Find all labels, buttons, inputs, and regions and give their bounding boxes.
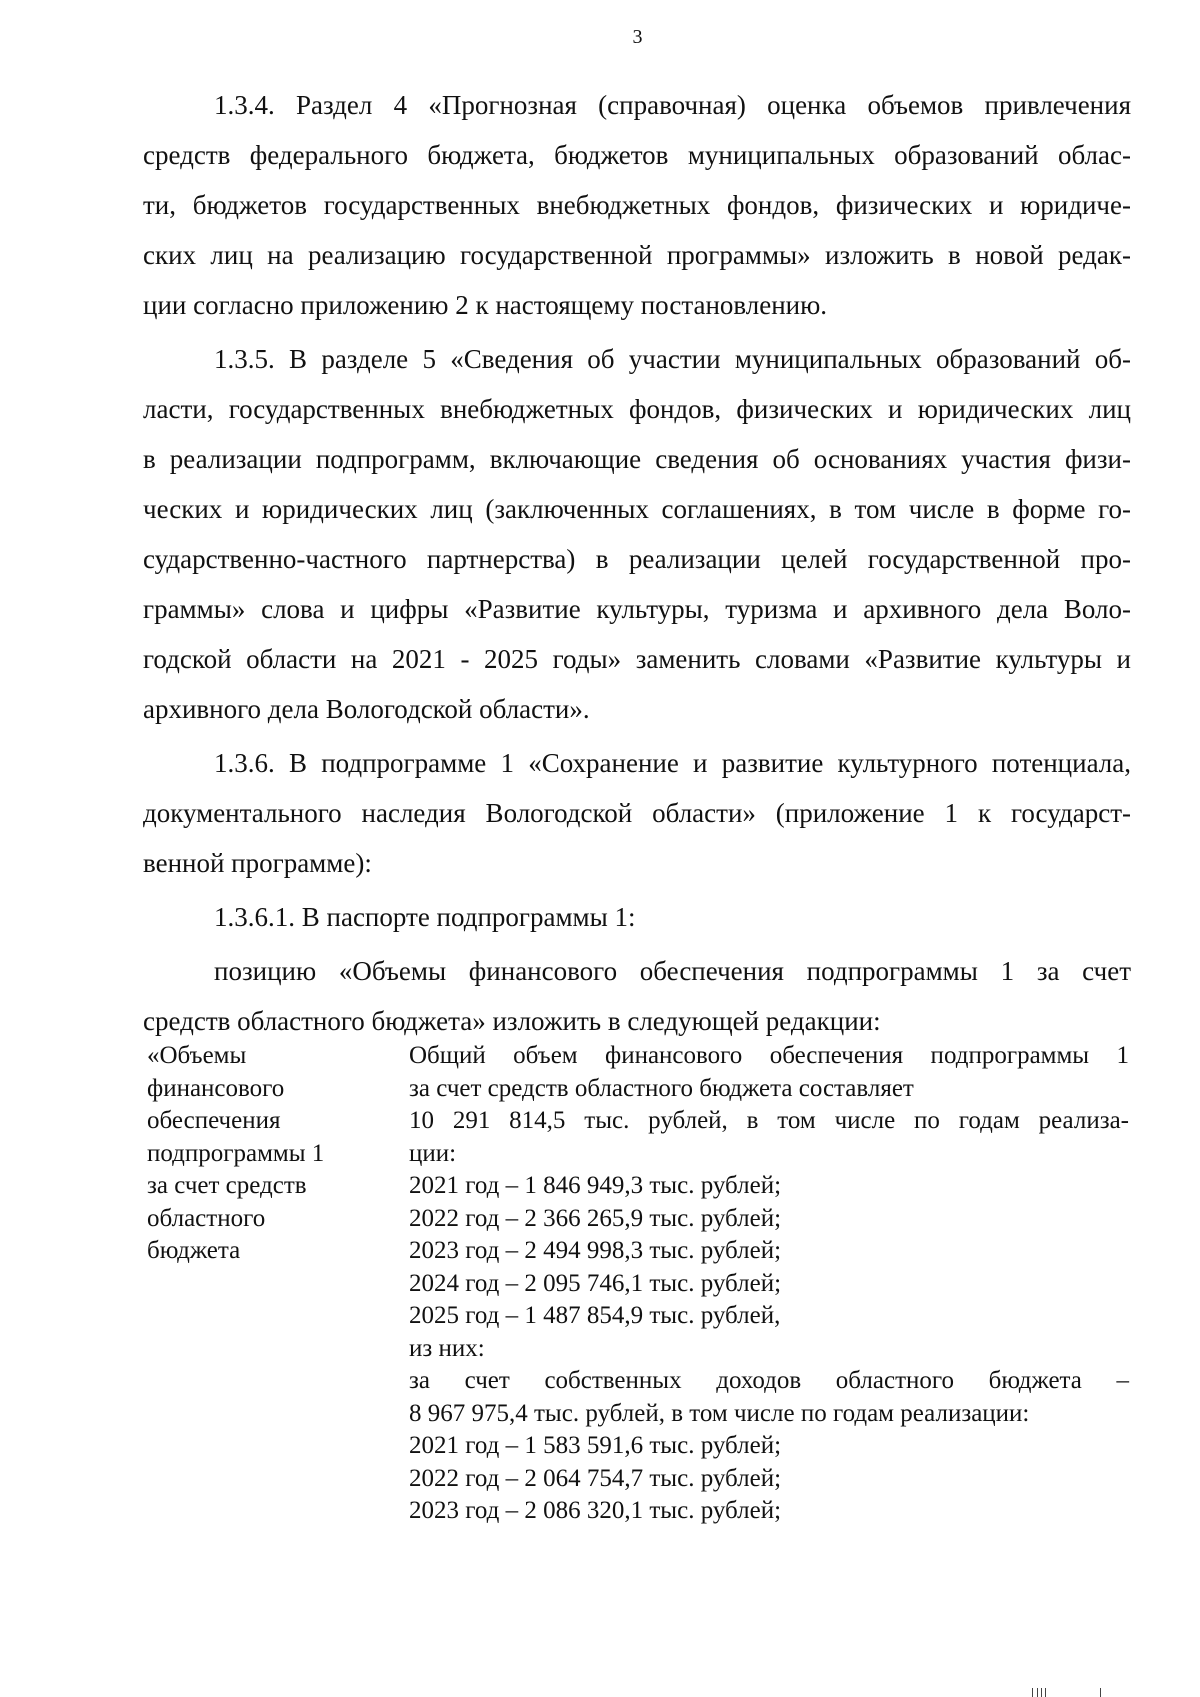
passport-position-label — [147, 1040, 387, 1268]
label-line: «Объемы — [147, 1042, 247, 1069]
label-line: финансового — [147, 1074, 285, 1102]
value-line: 2023 год – 2 086 320,1 тыс. рублей; — [409, 1497, 782, 1524]
paragraph-1-3-6-1 — [143, 892, 1131, 942]
text-line: средств федерального бюджета, бюджетов муниципальных образований облас- — [143, 140, 1131, 170]
page-number: 3 — [632, 26, 643, 48]
value-line: ции: — [409, 1139, 457, 1167]
paragraph-1-3-6 — [143, 738, 1131, 888]
value-line: из них: — [409, 1334, 485, 1362]
text-line: граммы» слова и цифры «Развитие культуры, туризма и архивного дела Воло- — [143, 594, 1131, 624]
paragraph-position — [143, 946, 1131, 1046]
text-line: ческих и юридических лиц (заключенных соглашениях, в том числе в форме го- — [143, 494, 1131, 524]
paragraph-1-3-5 — [143, 334, 1131, 734]
text-line: ласти, государственных внебюджетных фондов, физических и юридических лиц — [143, 394, 1131, 424]
scan-mark — [1032, 1688, 1033, 1697]
text-line: 1.3.6. В подпрограмме 1 «Сохранение и развитие культурного потенциала, — [214, 748, 1131, 778]
text-line: позицию «Объемы финансового обеспечения подпрограммы 1 за счет — [214, 956, 1131, 986]
value-line: 2024 год – 2 095 746,1 тыс. рублей; — [409, 1269, 782, 1297]
text-line: ции согласно приложению 2 к настоящему постановлению. — [143, 290, 828, 320]
scan-edge-marks — [1030, 1683, 1120, 1697]
paragraph-1-3-4 — [143, 80, 1131, 330]
scan-mark — [1045, 1688, 1046, 1697]
text-line: 1.3.5. В разделе 5 «Сведения об участии муниципальных образований об- — [214, 344, 1131, 374]
text-line: 1.3.6.1. В паспорте подпрограммы 1: — [214, 902, 636, 932]
scan-mark — [1041, 1688, 1042, 1697]
value-line: 2021 год – 1 583 591,6 тыс. рублей; — [409, 1432, 782, 1459]
text-line: документального наследия Вологодской области» (приложение 1 к государст- — [143, 798, 1131, 828]
text-line: годской области на 2021 - 2025 годы» заменить словами «Развитие культуры и — [143, 644, 1131, 674]
value-line: Общий объем финансового обеспечения подпрограммы 1 — [409, 1042, 1129, 1069]
scan-mark — [1100, 1688, 1101, 1697]
value-line: 2021 год – 1 846 949,3 тыс. рублей; — [409, 1172, 782, 1199]
value-line: 2023 год – 2 494 998,3 тыс. рублей; — [409, 1237, 782, 1264]
value-line: за счет собственных доходов областного бюджета – — [409, 1367, 1129, 1394]
passport-position-value — [409, 1040, 1129, 1528]
label-line: бюджета — [147, 1237, 241, 1264]
text-line: в реализации подпрограмм, включающие сведения об основаниях участия физи- — [143, 444, 1131, 474]
text-line: ти, бюджетов государственных внебюджетных фондов, физических и юридиче- — [143, 190, 1131, 220]
label-line: подпрограммы 1 — [147, 1139, 325, 1167]
label-line: обеспечения — [147, 1107, 281, 1134]
text-line: ских лиц на реализацию государственной программы» изложить в новой редак- — [143, 240, 1131, 270]
scan-mark — [1037, 1688, 1038, 1697]
label-line: областного — [147, 1204, 266, 1232]
document-body — [143, 80, 1131, 1050]
value-line: за счет средств областного бюджета составляет — [409, 1074, 914, 1102]
text-line: сударственно-частного партнерства) в реализации целей государственной про- — [143, 544, 1131, 574]
text-line: венной программе): — [143, 848, 372, 878]
value-line: 2022 год – 2 366 265,9 тыс. рублей; — [409, 1204, 782, 1232]
value-line: 2025 год – 1 487 854,9 тыс. рублей, — [409, 1302, 781, 1329]
value-line: 10 291 814,5 тыс. рублей, в том числе по годам реализа- — [409, 1107, 1129, 1134]
value-line: 8 967 975,4 тыс. рублей, в том числе по годам реализации: — [409, 1399, 1030, 1427]
label-line: за счет средств — [147, 1172, 307, 1199]
text-line: средств областного бюджета» изложить в следующей редакции: — [143, 1006, 881, 1036]
value-line: 2022 год – 2 064 754,7 тыс. рублей; — [409, 1464, 782, 1492]
text-line: архивного дела Вологодской области». — [143, 694, 590, 724]
text-line: 1.3.4. Раздел 4 «Прогнозная (справочная) оценка объемов привлечения — [214, 90, 1131, 120]
